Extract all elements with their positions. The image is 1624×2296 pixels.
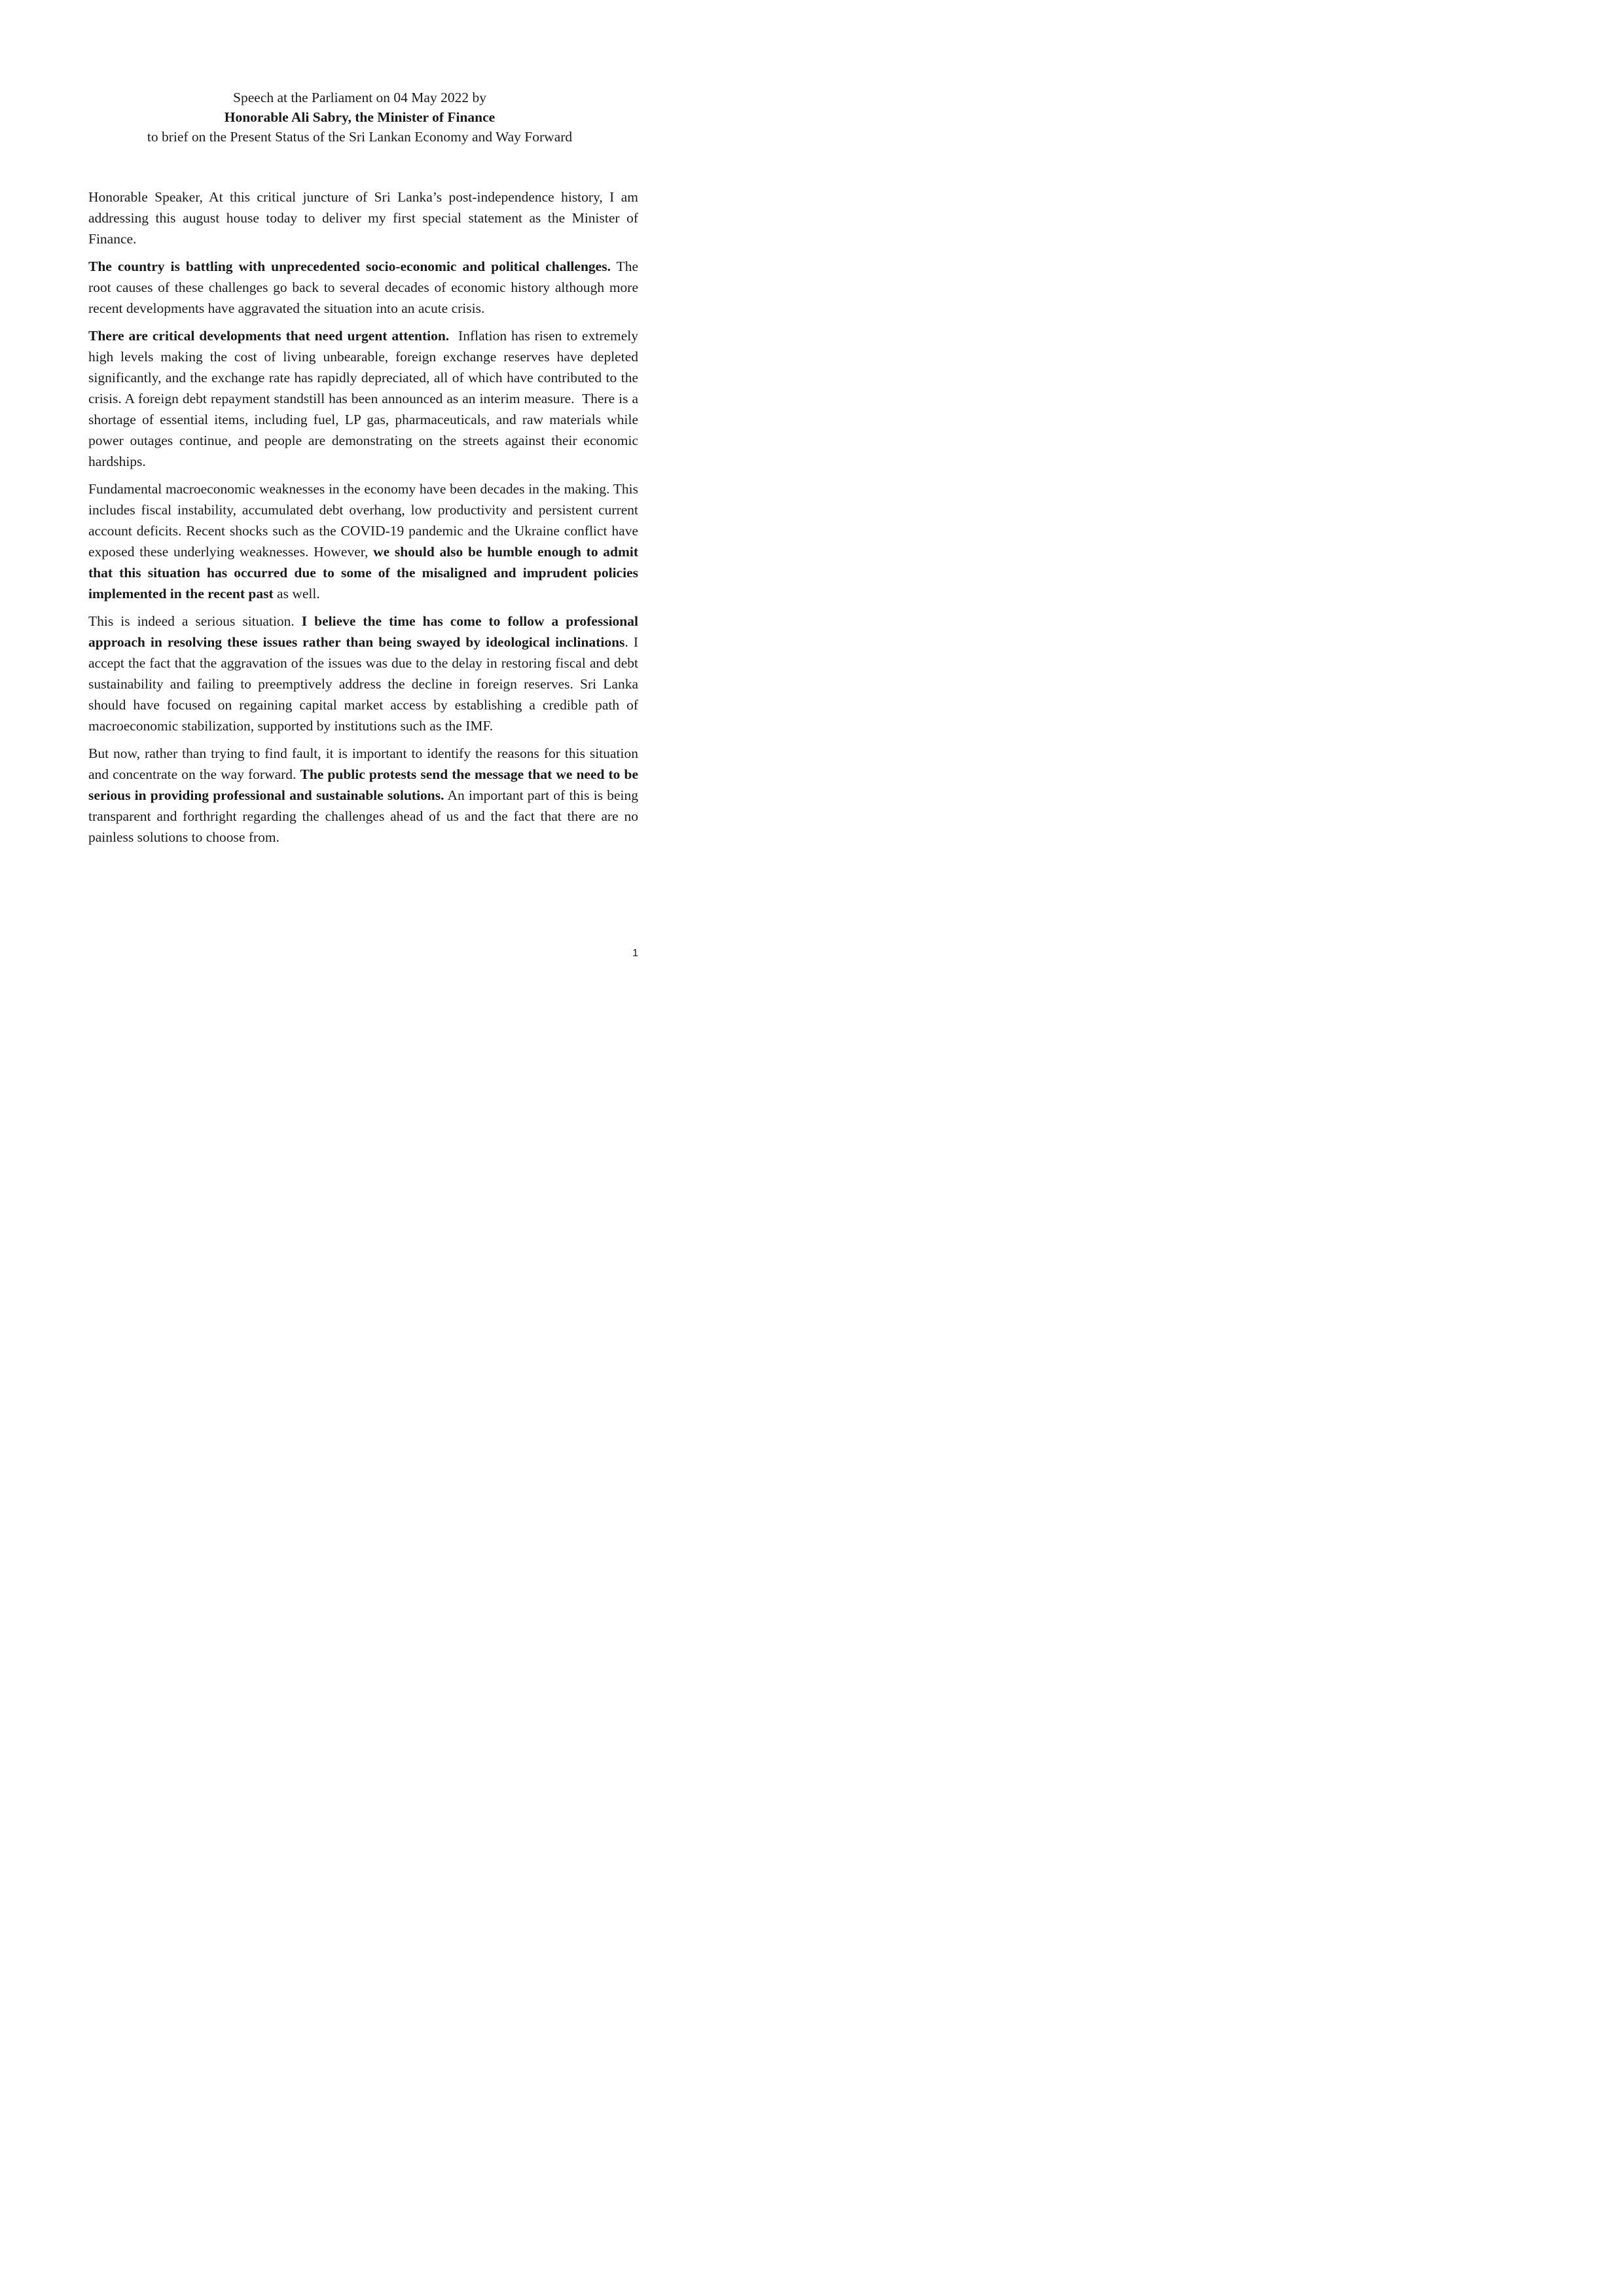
header-line-1: Speech at the Parliament on 04 May 2022 by bbox=[233, 90, 486, 105]
paragraph-text: The root causes of these challenges go back to several decades of economic history although more recent developments have aggravated the situation into an acute crisis. bbox=[88, 259, 638, 316]
paragraph-3 bbox=[88, 325, 642, 472]
paragraph-text: But now, rather than trying to find fault, it is important to identify the reasons for this situation and concentrate on the way forward. bbox=[88, 745, 638, 782]
paragraph-text: as well. bbox=[273, 586, 320, 601]
paragraph-4 bbox=[88, 478, 638, 604]
paragraph-1 bbox=[88, 187, 638, 249]
document-page bbox=[0, 0, 719, 1016]
paragraph-bold-text: There are critical developments that need urgent attention. bbox=[88, 328, 450, 344]
paragraph-bold-text: The public protests send the message that we need to be serious in providing professional and sustainable solutions. bbox=[88, 766, 638, 803]
page-number: 1 bbox=[632, 948, 638, 959]
paragraph-text: Fundamental macroeconomic weaknesses in the economy have been decades in the making. This includes fiscal instability, accumulated debt overhang, low productivity and persistent current account deficits. Recent shocks such as the COVID-19 pandemic and the Ukraine conflict have exposed these underlying weaknesses. However, bbox=[88, 481, 638, 560]
header-line-3-subject: to brief on the Present Status of the Sri Lankan Economy and Way Forward bbox=[147, 129, 573, 145]
paragraph-text: . I accept the fact that the aggravation of the issues was due to the delay in restoring fiscal and debt sustainability and failing to preemptively address the decline in foreign reserves. Sri Lanka should have focused on regaining capital market access by establishing a credible path of macroeconomic stabilization, supported by institutions such as the IMF. bbox=[88, 634, 638, 734]
speech-header bbox=[0, 88, 719, 147]
paragraph-6 bbox=[88, 743, 638, 848]
paragraph-bold-text: I believe the time has come to follow a professional approach in resolving these issues rather than being swayed by ideological inclinations bbox=[88, 613, 638, 650]
paragraph-text: Honorable Speaker, At this critical juncture of Sri Lanka’s post-independence history, I am addressing this august house today to deliver my first special statement as the Minister of Finance. bbox=[88, 189, 638, 247]
paragraph-text: This is indeed a serious situation. bbox=[88, 613, 302, 629]
speech-body bbox=[88, 187, 642, 854]
paragraph-text: An important part of this is being transparent and forthright regarding the challenges ahead of us and the fact that there are no painless solutions to choose from. bbox=[88, 787, 638, 845]
paragraph-5 bbox=[88, 611, 638, 736]
paragraph-bold-text: The country is battling with unprecedented socio-economic and political challenges. bbox=[88, 259, 611, 274]
header-line-2-minister: Honorable Ali Sabry, the Minister of Finance bbox=[224, 109, 496, 125]
paragraph-bold-text: we should also be humble enough to admit that this situation has occurred due to some of the misaligned and imprudent policies implemented in the recent past bbox=[88, 544, 638, 601]
paragraph-2 bbox=[88, 256, 638, 319]
paragraph-text: Inflation has risen to extremely high levels making the cost of living unbearable, foreign exchange reserves have depleted significantly, and the exchange rate has rapidly depreciated, all of which have contributed to the crisis. A foreign debt repayment standstill has been announced as an interim measure. There is a shortage of essential items, including fuel, LP gas, pharmaceuticals, and raw materials while power outages continue, and people are demonstrating on the streets against their economic hardships. bbox=[88, 328, 642, 469]
